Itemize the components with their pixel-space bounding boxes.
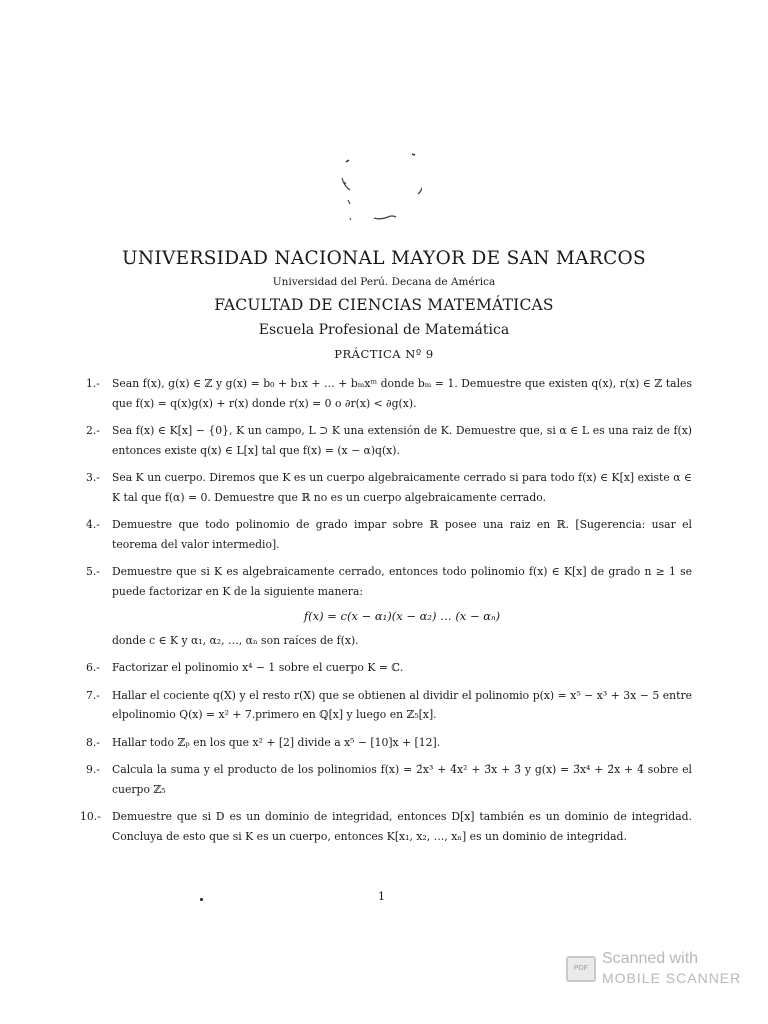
- faculty-name: FACULTAD DE CIENCIAS MATEMÁTICAS: [214, 296, 554, 314]
- problem-text: Sean f(x), g(x) ∈ ℤ y g(x) = b₀ + b₁x + … + bₘxᵐ donde bₘ = 1. Demuestre que existen q(x), r(x) ∈ ℤ tales que f(x) = q(x)g(x) + r(x) donde r(x) = 0 o ∂r(x) < ∂g(x).: [112, 377, 692, 410]
- problem-text: Hallar el cociente q(X) y el resto r(X) que se obtienen al dividir el polinomio p(x) = x⁵ − x³ + 3x − 5 entre elpolinomio Q(x) = x² + 7.primero en ℚ[x] y luego en ℤ₅[x].: [112, 688, 692, 721]
- scanner-watermark: [566, 948, 746, 994]
- problem-item: [86, 760, 692, 799]
- problem-text: Sea f(x) ∈ K[x] − {0}, K un campo, L ⊃ K una extensión de K. Demuestre que, si α ∈ L es una raiz de f(x) entonces existe q(x) ∈ L[x] tal que f(x) = (x − α)q(x).: [112, 424, 692, 457]
- problem-item: [86, 421, 692, 460]
- pdf-icon: PDF: [566, 956, 596, 982]
- problem-number: 7.-: [86, 688, 100, 702]
- problem-item: [86, 658, 692, 678]
- university-name: UNIVERSIDAD NACIONAL MAYOR DE SAN MARCOS: [122, 248, 646, 269]
- problem-number: 3.-: [86, 471, 100, 484]
- problem-text: Demuestre que si K es algebraicamente cerrado, entonces todo polinomio f(x) ∈ K[x] de grado n ≥ 1 se puede factorizar en K de la siguiente manera:: [112, 565, 692, 598]
- problem-list: [80, 374, 692, 854]
- scan-speck: [200, 898, 203, 901]
- watermark-line2: MOBILE SCANNER: [602, 970, 742, 986]
- problem-text: Hallar todo ℤₚ en los que x² + [2] divide a x⁵ − [10]x + [12].: [112, 735, 441, 749]
- problem-item: [86, 733, 692, 753]
- problem-text: Demuestre que si D es un dominio de integridad, entonces D[x] también es un dominio de integridad. Concluya de esto que si K es un cuerpo, entonces K[x₁, x₂, …, xₙ] es un dominio de integridad.: [112, 810, 692, 843]
- problem-item: [86, 468, 692, 507]
- page-number: 1: [378, 890, 385, 903]
- problem-item: [86, 374, 692, 413]
- problem-number: 5.-: [86, 565, 100, 578]
- problem-number: 8.-: [86, 735, 100, 749]
- problem-item: [86, 686, 692, 725]
- practice-title: PRÁCTICA Nº 9: [334, 347, 434, 361]
- problem-number: 10.-: [80, 810, 101, 823]
- problem-number: 9.-: [86, 763, 100, 776]
- university-seal-icon: [332, 148, 422, 228]
- watermark-line1: Scanned with: [602, 950, 699, 967]
- problem-text: Sea K un cuerpo. Diremos que K es un cuerpo algebraicamente cerrado si para todo f(x) ∈ K[x] existe α ∈ K tal que f(α) = 0. Demuestre que ℝ no es un cuerpo algebraicamente cerrado.: [112, 471, 692, 504]
- factorization-formula: f(x) = c(x − α₁)(x − α₂) … (x − αₙ): [303, 609, 501, 623]
- problem-item: [86, 515, 692, 554]
- school-name: Escuela Profesional de Matemática: [258, 322, 510, 338]
- problem-text: Calcula la suma y el producto de los polinomios f(x) = 2̄x³ + 4̄x² + 3̄x + 3̄ y g(x) = 3̄x⁴ + 2̄x + 4̄ sobre el cuerpo ℤ₅: [112, 763, 692, 796]
- university-subtitle: Universidad del Perú. Decana de América: [272, 276, 496, 288]
- problem-text: Demuestre que todo polinomio de grado impar sobre ℝ posee una raiz en ℝ. [Sugerencia: usar el teorema del valor intermedio].: [112, 518, 692, 551]
- document-header: [0, 248, 768, 361]
- problem-number: 1.-: [86, 377, 100, 390]
- problem-number: 6.-: [86, 661, 100, 674]
- problem-item: [86, 562, 692, 650]
- problem-number: 4.-: [86, 518, 100, 531]
- problem-item: [80, 807, 692, 846]
- problem-text-continuation: donde c ∈ K y α₁, α₂, …, αₙ son raíces de f(x).: [112, 633, 359, 647]
- problem-text: Factorizar el polinomio x⁴ − 1 sobre el cuerpo K = ℂ.: [112, 661, 404, 674]
- problem-number: 2.-: [86, 424, 100, 437]
